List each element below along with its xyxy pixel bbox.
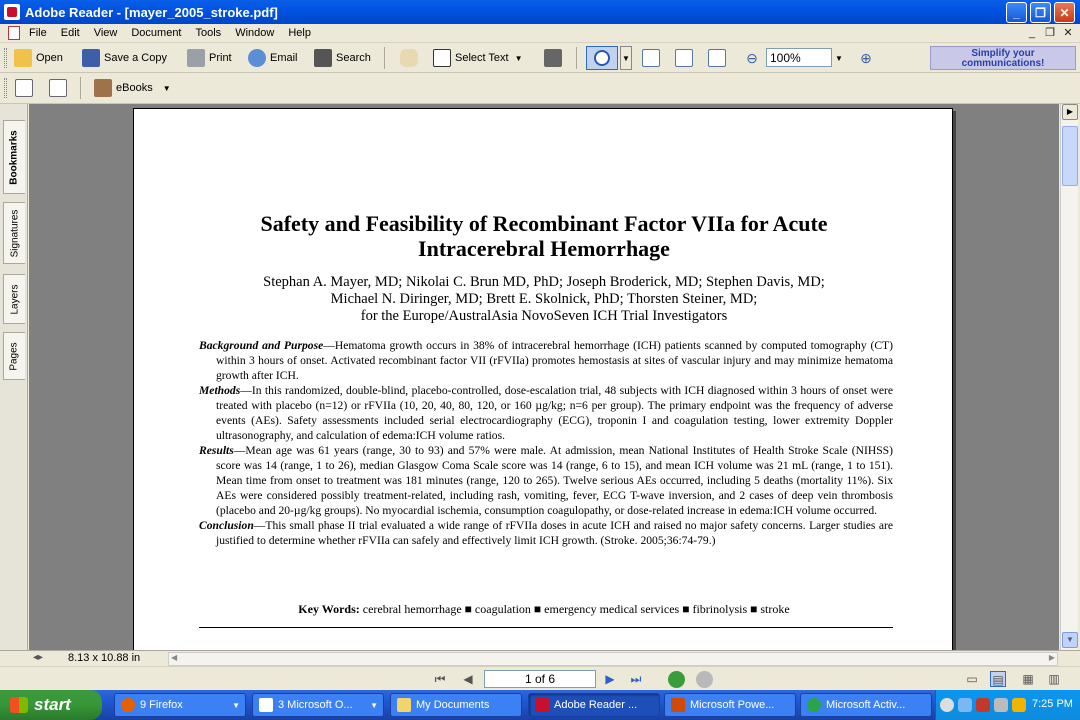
hand-icon [400, 49, 418, 67]
email-globe-icon [248, 49, 266, 67]
email-button[interactable]: Email [248, 47, 298, 69]
toolbar-grip[interactable] [4, 78, 7, 98]
magnifier-icon [594, 50, 610, 66]
restore-button[interactable]: ❐ [1030, 2, 1051, 23]
pdf-page [133, 108, 953, 650]
windows-flag-icon [10, 697, 28, 713]
ebooks-button[interactable]: eBooks ▼ [94, 77, 171, 99]
go-back-icon[interactable] [668, 671, 685, 688]
volume-icon[interactable] [994, 698, 1008, 712]
start-button[interactable]: start [0, 690, 102, 720]
group-arrow-icon: ▼ [232, 700, 240, 710]
paper-authors: Stephan A. Mayer, MD; Nikolai C. Brun MD, PhD; Joseph Broderick, MD; Stephen Davis, MD; Michael N. Diringer, MD; Brett E. Skolnick, PhD; Thorsten Steiner, MD; for the Europe/AustralAsia NovoSeven ICH Trial Investigators [263, 274, 825, 324]
promo-banner[interactable]: Simplify your communications! [930, 46, 1076, 70]
navigation-tabs-panel [0, 104, 28, 650]
save-disk-icon [82, 49, 100, 67]
taskbar-activesync[interactable]: Microsoft Activ... [800, 693, 932, 717]
menu-view[interactable]: View [93, 27, 118, 39]
word-icon [259, 698, 273, 712]
select-text-button[interactable]: Select Text ▼ [433, 47, 523, 69]
taskbar-microsoft-office[interactable]: 3 Microsoft O... ▼ [252, 693, 384, 717]
snapshot-button[interactable] [544, 47, 566, 69]
tab-pages[interactable]: Pages [3, 332, 25, 380]
menu-file[interactable]: File [29, 27, 47, 39]
tab-layers[interactable]: Layers [3, 274, 25, 324]
taskbar-firefox[interactable]: 9 Firefox ▼ [114, 693, 246, 717]
fit-width-button[interactable] [708, 47, 730, 69]
folder-icon [397, 698, 411, 712]
minimize-button[interactable]: _ [1006, 2, 1027, 23]
pdf-document-icon[interactable] [8, 26, 20, 40]
zoom-in-tool-button[interactable] [586, 46, 618, 70]
open-button[interactable]: Open [14, 47, 63, 69]
menu-edit[interactable]: Edit [60, 27, 80, 39]
select-text-dropdown-icon[interactable]: ▼ [514, 53, 523, 63]
window-title: Adobe Reader - [mayer_2005_stroke.pdf] [25, 4, 278, 20]
adobe-reader-icon [535, 698, 549, 712]
menu-tools[interactable]: Tools [195, 27, 222, 39]
tab-signatures[interactable]: Signatures [3, 202, 25, 264]
fit-width-icon [708, 49, 726, 67]
toolbar-separator [384, 47, 385, 69]
print-button[interactable]: Print [187, 47, 232, 69]
system-tray [935, 690, 1080, 720]
tab-bookmarks[interactable]: Bookmarks [3, 120, 25, 194]
continuous-facing-layout-icon[interactable]: ▥ [1048, 672, 1060, 686]
single-page-layout-icon[interactable]: ▭ [966, 672, 978, 686]
section-divider [199, 627, 893, 628]
status-bar [0, 650, 1080, 666]
taskbar-my-documents[interactable]: My Documents [390, 693, 522, 717]
powerpoint-icon [671, 698, 685, 712]
page-navigation-bar [0, 666, 1080, 690]
abstract-background: Background and Purpose—Hematoma growth occurs in 38% of intracerebral hemorrhage (ICH) patients scanned by computed tomography (CT) within 3 hours of onset. Activated recombinant factor VII (rFVIIa) promotes hemostasis at sites of vascular injury and may minimize hematoma growth after ICH. [199, 339, 893, 382]
ebooks-dropdown-icon[interactable]: ▼ [162, 83, 171, 93]
text-cursor-icon [433, 49, 451, 67]
document-viewport[interactable] [29, 104, 1059, 650]
ebook-icon [94, 79, 112, 97]
activesync-icon [807, 698, 821, 712]
page-size-label: 8.13 x 10.88 in [68, 652, 141, 664]
actual-size-button[interactable] [642, 47, 664, 69]
taskbar-powerpoint[interactable]: Microsoft Powe... [664, 693, 796, 717]
zoom-input[interactable]: 100% [766, 48, 832, 67]
page-icon [642, 49, 660, 67]
horizontal-scrollbar[interactable] [168, 652, 1058, 666]
firefox-icon [121, 698, 135, 712]
first-page-button[interactable]: ⏮ [434, 672, 446, 686]
next-page-button[interactable]: ▶ [605, 672, 615, 686]
zoom-tool-dropdown[interactable]: ▼ [620, 46, 632, 70]
printer-icon [187, 49, 205, 67]
menu-help[interactable]: Help [288, 27, 311, 39]
menu-window[interactable]: Window [235, 27, 275, 39]
menu-bar [0, 24, 1080, 43]
document-arrow-icon [15, 79, 33, 97]
network-icon[interactable] [958, 698, 972, 712]
file-toolbar [0, 44, 1080, 73]
abstract-methods: Methods—In this randomized, double-blind, placebo-controlled, dose-escalation trial, 48 subjects with ICH diagnosed within 3 hours of onset were treated with placebo (n=12) or rFVIIa (10, 20, 40, 80, 120, or 160 µg/kg; n=6 per group). The primary endpoint was the frequency of adverse events (AEs). Safety assessments included serial electrocardiography (ECG), troponin I and coagulation testing, lower extremity Doppler ultrasonography, and calculation of edema:ICH volume ratios. [199, 384, 893, 442]
go-forward-icon[interactable] [696, 671, 713, 688]
rotate-button[interactable] [49, 77, 71, 99]
scroll-right-icon[interactable]: ▶ [1048, 653, 1055, 662]
zoom-out-button[interactable]: ⊖ [746, 49, 758, 66]
toolbar-separator [80, 77, 81, 99]
fit-page-button[interactable] [675, 47, 697, 69]
expand-right-panel-button[interactable]: ▶ [1062, 104, 1078, 120]
page-number-field[interactable]: 1 of 6 [484, 670, 596, 688]
scroll-down-button[interactable]: ▼ [1062, 632, 1078, 648]
previous-page-button[interactable]: ◀ [463, 672, 473, 686]
zoom-dropdown-arrow[interactable]: ▼ [835, 53, 843, 63]
search-button[interactable]: Search [314, 47, 371, 69]
title-bar [0, 0, 1080, 24]
zoom-in-button[interactable]: ⊕ [860, 49, 872, 66]
ebooks-toolbar [0, 73, 1080, 104]
paper-abstract [199, 338, 893, 548]
scroll-left-icon[interactable]: ◀ [171, 653, 178, 662]
rotate-pages-icon [49, 79, 67, 97]
doc-restore-button[interactable]: ❐ [1045, 27, 1055, 39]
taskbar-adobe-reader[interactable]: Adobe Reader ... [528, 693, 660, 717]
security-icon[interactable] [976, 698, 990, 712]
save-a-copy-button[interactable]: Save a Copy [82, 47, 167, 69]
scroll-thumb[interactable] [1062, 126, 1078, 186]
facing-layout-icon[interactable]: ▦ [1022, 672, 1034, 686]
paper-keywords: Key Words: cerebral hemorrhage ■ coagulation ■ emergency medical services ■ fibrinolysis ■ stroke [298, 602, 790, 616]
abstract-results: Results—Mean age was 61 years (range, 30 to 93) and 57% were male. At admission, mean National Institutes of Health Stroke Scale (NIHSS) score was 14 (range, 1 to 26), median Glasgow Coma Scale score was 14 (range, 6 to 15), and mean ICH volume was 21 mL (range, 1 to 151). Mean time from onset to treatment was 181 minutes (range, 120 to 265). Twelve serious AEs occurred, including 5 deaths (mortality 11%). Six AEs were considered possibly treatment-related, including rash, vomiting, fever, ECG T-wave inversion, and 2 cases of deep vein thrombosis (placebo and 20-µg/kg groups). No myocardial ischemia, consumption coagulopathy, or dose-related increase in edema:ICH volume occurred. [199, 444, 893, 517]
clock: 7:25 PM [1032, 698, 1073, 710]
binoculars-icon [314, 49, 332, 67]
toolbar-grip[interactable] [4, 48, 7, 68]
menu-document[interactable]: Document [131, 27, 182, 39]
doc-minimize-button[interactable]: _ [1028, 27, 1036, 39]
adobe-reader-icon [4, 4, 20, 20]
last-page-button[interactable]: ⏭ [630, 672, 642, 686]
doc-close-button[interactable]: ✕ [1063, 27, 1073, 39]
hand-tool-button[interactable] [400, 47, 422, 69]
abstract-conclusion: Conclusion—This small phase II trial evaluated a wide range of rFVIIa doses in acute ICH and raised no major safety concerns. Larger studies are justified to determine whether rFVIIa can safely and effectively limit ICH growth. (Stroke. 2005;36:74-79.) [199, 519, 893, 547]
tray-chevron-icon[interactable] [940, 698, 954, 712]
windows-taskbar [0, 690, 1080, 720]
vertical-scrollbar[interactable] [1060, 104, 1078, 650]
close-button[interactable]: ✕ [1054, 2, 1075, 23]
toolbar-separator [576, 47, 577, 69]
open-folder-icon [14, 49, 32, 67]
paper-title: Safety and Feasibility of Recombinant Factor VIIa for Acute Intracerebral Hemorrhage [260, 211, 828, 261]
fit-page-icon [675, 49, 693, 67]
create-pdf-button[interactable] [15, 77, 37, 99]
continuous-layout-icon[interactable]: ▤ [990, 671, 1006, 687]
person-icon[interactable] [1012, 698, 1026, 712]
group-arrow-icon: ▼ [370, 700, 378, 710]
panel-resize-icon[interactable]: ◂▸ [33, 652, 44, 663]
camera-icon [544, 49, 562, 67]
